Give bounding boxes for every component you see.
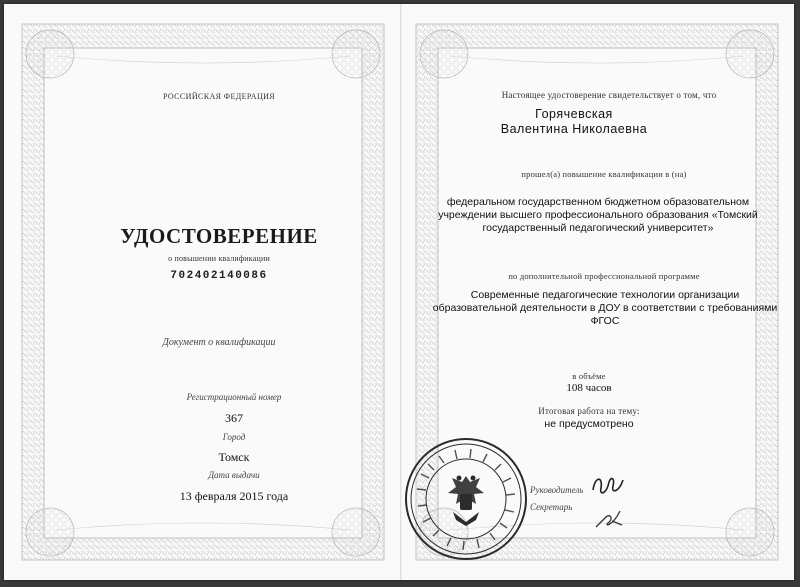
certificate-subtitle: о повышении квалификации <box>168 254 270 263</box>
passed-training-label: прошел(а) повышение квалификации в (на) <box>521 169 687 179</box>
issue-date-value: 13 февраля 2015 года <box>179 489 289 503</box>
head-signature-label: Руководитель <box>530 485 584 495</box>
institution-name: федеральном государственном бюджетном образовательном учреждении высшего профессионального образования «Томский государственный педагогический университет» <box>438 196 758 234</box>
certificate-title: УДОСТОВЕРЕНИЕ <box>120 224 318 248</box>
head-signature <box>589 472 629 500</box>
volume-value: 108 часов <box>566 382 612 394</box>
final-work-value: не предусмотрено <box>544 418 634 430</box>
certificate-sheet <box>4 4 794 580</box>
issue-date-label: Дата выдачи <box>208 470 260 480</box>
registration-number: 367 <box>225 411 243 425</box>
city-value: Томск <box>218 450 250 464</box>
official-seal <box>401 434 531 564</box>
certificate-intro: Настоящее удостоверение свидетельствует о том, что <box>501 90 717 100</box>
program-label: по дополнительной профессиональной программе <box>508 271 700 281</box>
secretary-signature-label: Секретарь <box>530 502 573 512</box>
volume-label: в объёме <box>572 371 606 381</box>
secretary-signature <box>592 501 628 533</box>
recipient-given-names: Валентина Николаевна <box>500 122 648 136</box>
recipient-surname: Горячевская <box>535 107 613 121</box>
final-work-label: Итоговая работа на тему: <box>538 406 640 416</box>
program-name: Современные педагогические технологии организации образовательной деятельности в ДОУ в соответствии с требованиями ФГОС <box>432 289 778 327</box>
country-label: РОССИЙСКАЯ ФЕДЕРАЦИЯ <box>162 92 276 101</box>
certificate-number: 702402140086 <box>170 270 268 282</box>
registration-label: Регистрационный номер <box>186 392 282 402</box>
city-label: Город <box>222 432 246 442</box>
document-type-label: Документ о квалификации <box>162 337 276 348</box>
